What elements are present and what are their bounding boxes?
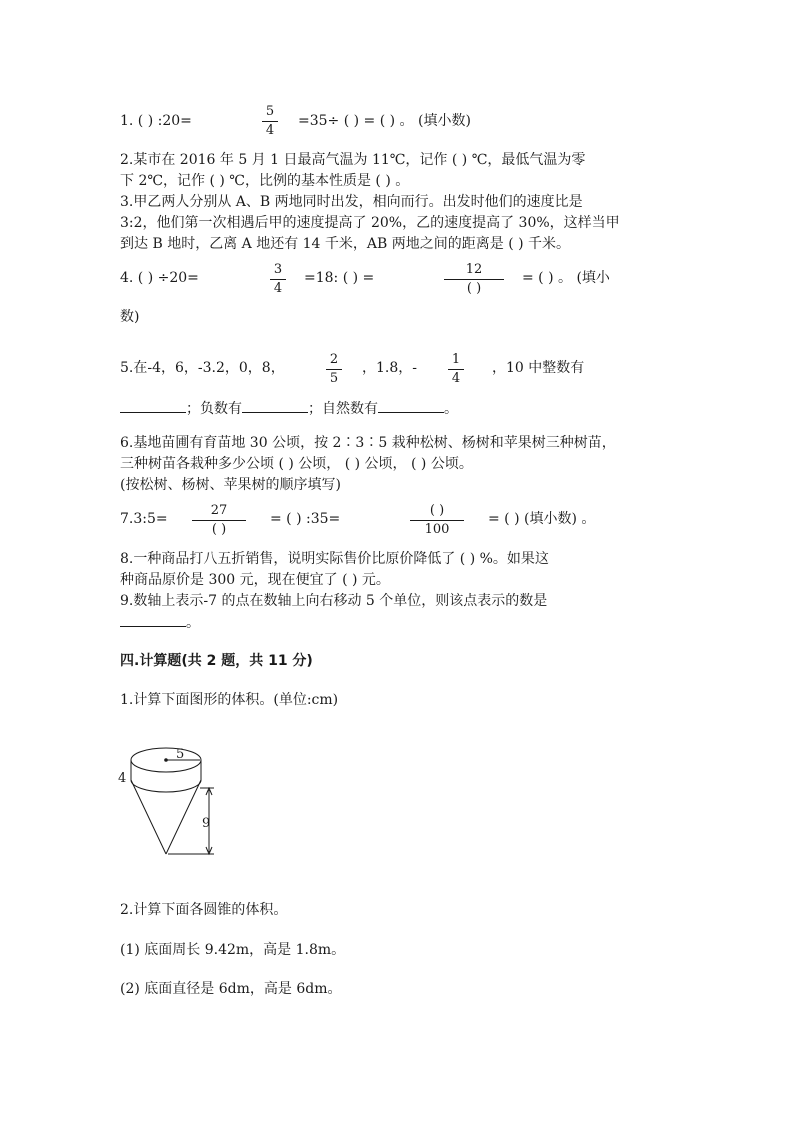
q7-frac1-numerator: 27 — [210, 503, 228, 518]
q9-line1: 9.数轴上表示-7 的点在数轴上向右移动 5 个单位，则该点表示的数是 — [120, 593, 548, 609]
q4-frac1-numerator: 3 — [273, 262, 283, 277]
cylinder-height-label: 4 — [118, 771, 127, 786]
q4-fraction-1 — [270, 262, 286, 297]
q1-fraction — [262, 104, 278, 139]
calc-q2-item2: (2) 底面直径是 6dm，高是 6dm。 — [120, 981, 342, 997]
q3-line1: 3.甲乙两人分别从 A、B 两地同时出发，相向而行。出发时他们的速度比是 — [120, 194, 583, 210]
answer-blank[interactable] — [378, 398, 444, 413]
q8-line2: 种商品原价是 300 元，现在便宜了 ( ) 元。 — [120, 572, 390, 588]
q6-line1: 6.基地苗圃有育苗地 30 公顷，按 2∶3∶5 栽种松树、杨树和苹果树三种树苗， — [120, 435, 616, 451]
q5-line2 — [120, 398, 458, 419]
q4-text-a: 4. ( ) ÷20= — [120, 270, 199, 286]
q5-fraction-2 — [448, 352, 464, 387]
q5-natural-label: ；自然数有 — [308, 401, 378, 417]
answer-blank[interactable] — [242, 398, 308, 413]
answer-blank[interactable] — [120, 612, 186, 627]
q7-text-a: 7.3:5= — [120, 511, 168, 527]
answer-blank[interactable] — [120, 398, 186, 413]
q9-end: 。 — [186, 615, 200, 631]
q7-frac2-numerator: ( ) — [429, 503, 445, 518]
q7-fraction-1 — [192, 503, 246, 538]
q4-text-c: = ( ) 。 (填小 — [522, 270, 610, 286]
cylinder-cone-figure — [112, 738, 232, 860]
q5-text-c: ，10 中整数有 — [492, 360, 585, 376]
fraction-bar — [192, 520, 246, 521]
fraction-bar — [326, 369, 342, 370]
q1-frac-numerator: 5 — [265, 104, 275, 119]
q4-frac2-numerator: 12 — [465, 262, 483, 277]
cone-left-edge — [131, 780, 166, 854]
q9-line2 — [120, 612, 200, 633]
q7-text-c: = ( ) (填小数) 。 — [488, 511, 596, 527]
q1-frac-denominator: 4 — [265, 123, 275, 138]
fraction-bar — [444, 279, 504, 280]
fraction-bar — [448, 369, 464, 370]
q5-text-a: 5.在-4，6，-3.2，0，8， — [120, 360, 285, 376]
cone-height-label: 9 — [202, 816, 211, 831]
fraction-bar — [262, 121, 278, 122]
q5-frac1-numerator: 2 — [329, 352, 339, 367]
q4-line2: 数) — [120, 309, 140, 325]
section-heading: 四.计算题(共 2 题，共 11 分) — [120, 653, 313, 669]
fraction-bar — [270, 279, 286, 280]
q8-line1: 8.一种商品打八五折销售，说明实际售价比原价降低了 ( ) %。如果这 — [120, 551, 549, 567]
cone-right-edge — [166, 780, 201, 854]
q5-fraction-1 — [326, 352, 342, 387]
q5-negative-label: ；负数有 — [186, 401, 242, 417]
q6-line2: 三种树苗各栽种多少公顷 ( ) 公顷， ( ) 公顷， ( ) 公顷。 — [120, 456, 473, 472]
calc-q2-text: 2.计算下面各圆锥的体积。 — [120, 902, 288, 918]
q4-fraction-2 — [444, 262, 504, 297]
q3-line3: 到达 B 地时，乙离 A 地还有 14 千米，AB 两地之间的距离是 ( ) 千米。 — [120, 236, 571, 252]
q1-text-b: =35÷ ( ) = ( ) 。 (填小数) — [298, 113, 471, 129]
q5-text-b: ，1.8，- — [362, 360, 417, 376]
q4-frac1-denominator: 4 — [273, 281, 283, 296]
q1-text-a: 1. ( ) :20= — [120, 113, 192, 129]
q3-line2: 3:2，他们第一次相遇后甲的速度提高了 20%，乙的速度提高了 30%，这样当甲 — [120, 215, 620, 231]
q7-text-b: = ( ) :35= — [270, 511, 341, 527]
calc-q1-text: 1.计算下面图形的体积。(单位:cm) — [120, 692, 339, 708]
calc-q2-item1: (1) 底面周长 9.42m，高是 1.8m。 — [120, 942, 346, 958]
q5-end: 。 — [444, 401, 458, 417]
radius-label: 5 — [176, 747, 185, 762]
q7-fraction-2 — [410, 503, 464, 538]
q4-text-b: =18: ( ) = — [304, 270, 375, 286]
q7-frac1-denominator: ( ) — [211, 522, 227, 537]
cylinder-bottom-arc — [131, 780, 201, 792]
q2-line2: 下 2℃，记作 ( ) ℃，比例的基本性质是 ( ) 。 — [120, 173, 410, 189]
q6-line3: (按松树、杨树、苹果树的顺序填写) — [120, 477, 341, 493]
q4-frac2-denominator: ( ) — [466, 281, 482, 296]
q5-frac1-denominator: 5 — [329, 371, 339, 386]
q5-frac2-denominator: 4 — [451, 371, 461, 386]
fraction-bar — [410, 520, 464, 521]
q5-frac2-numerator: 1 — [451, 352, 461, 367]
q7-frac2-denominator: 100 — [424, 522, 450, 537]
q2-line1: 2.某市在 2016 年 5 月 1 日最高气温为 11℃，记作 ( ) ℃，最低气温为零 — [120, 152, 586, 168]
